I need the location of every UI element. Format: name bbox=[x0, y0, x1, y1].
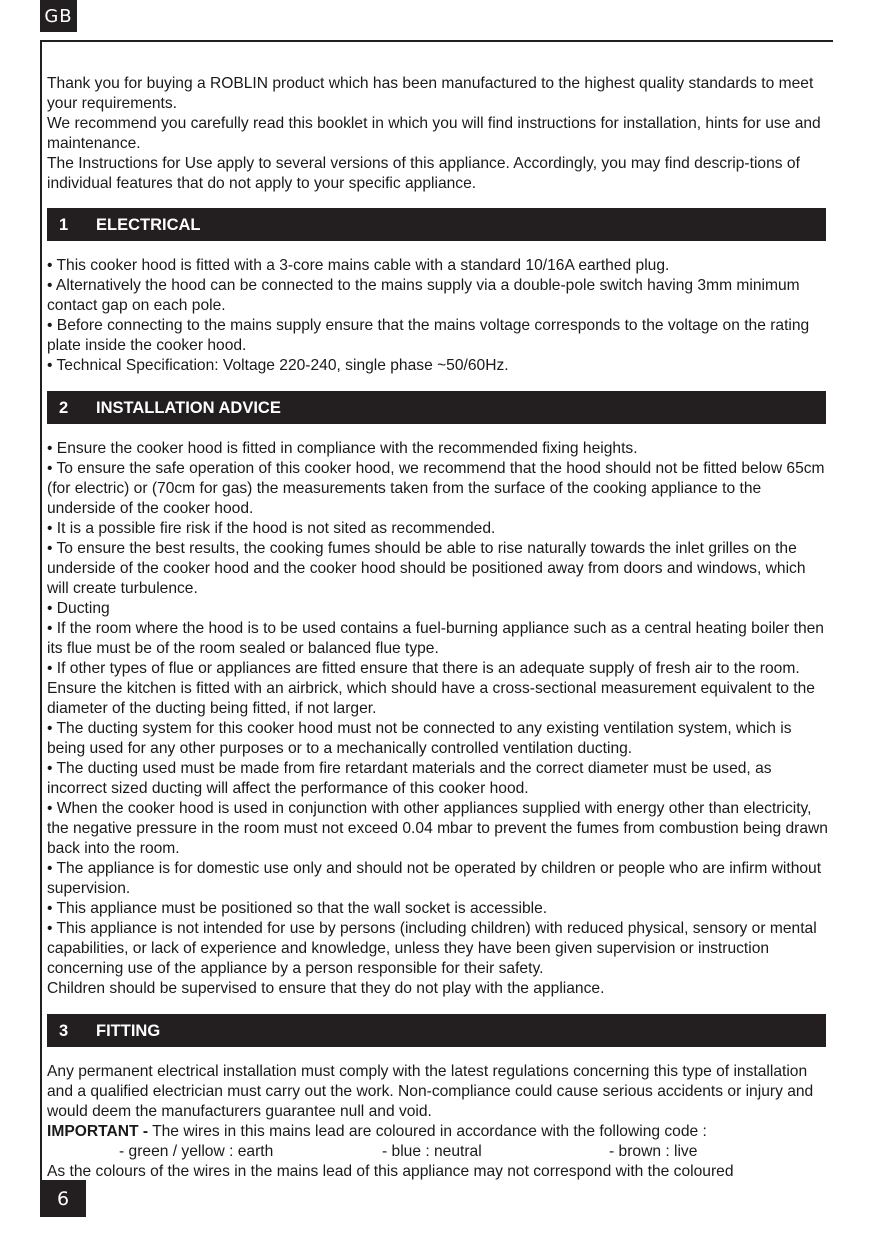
section-header-installation bbox=[47, 391, 826, 424]
list-item: • To ensure the best results, the cooking fumes should be able to rise naturally towards the inlet grilles on the underside of the cooker hood and the cooker hood should be positioned away from doors and windows, which will create turbulence. bbox=[47, 540, 806, 597]
list-item: • The appliance is for domestic use only and should not be operated by children or people who are infirm without supervision. bbox=[47, 860, 822, 897]
section-title: ELECTRICAL bbox=[96, 215, 201, 234]
page-content bbox=[47, 74, 829, 1182]
wire-code-line bbox=[47, 1142, 829, 1162]
list-item: • Before connecting to the mains supply ensure that the mains voltage corresponds to the voltage on the rating plate inside the cooker hood. bbox=[47, 317, 810, 354]
list-item: • The ducting system for this cooker hood must not be connected to any existing ventilation system, which is being used for any other purposes or to a mechanically controlled ventilation ducting. bbox=[47, 720, 792, 757]
section-header-electrical bbox=[47, 208, 826, 241]
list-item: • Ensure the cooker hood is fitted in compliance with the recommended fixing heights. bbox=[47, 440, 638, 457]
list-item: • This appliance must be positioned so that the wall socket is accessible. bbox=[47, 900, 548, 917]
list-item: • It is a possible fire risk if the hood is not sited as recommended. bbox=[47, 520, 496, 537]
list-item: • If the room where the hood is to be used contains a fuel-burning appliance such as a central heating boiler then its flue must be of the room sealed or balanced flue type. bbox=[47, 620, 824, 657]
list-item: • Alternatively the hood can be connected to the mains supply via a double-pole switch having 3mm minimum contact gap on each pole. bbox=[47, 277, 800, 314]
section-number: 2 bbox=[59, 398, 69, 417]
language-tab: GB bbox=[40, 0, 77, 32]
frame-left-rule bbox=[40, 40, 42, 1180]
list-item: • The ducting used must be made from fire retardant materials and the correct diameter must be used, as incorrect sized ducting will affect the performance of this cooker hood. bbox=[47, 760, 772, 797]
list-item: • This appliance is not intended for use by persons (including children) with reduced physical, sensory or mental capabilities, or lack of experience and knowledge, unless they have been given supervision or instruction concerning use of the appliance by a person responsible for their safety. bbox=[47, 920, 817, 977]
intro-block bbox=[47, 74, 829, 194]
electrical-list bbox=[47, 256, 829, 376]
list-item: • If other types of flue or appliances are fitted ensure that there is an adequate supply of fresh air to the room. Ensure the kitchen is fitted with an airbrick, which should have a cross-sectional measurement equivalent to the diameter of the ducting being fitted, if not larger. bbox=[47, 660, 815, 717]
list-item: • Technical Specification: Voltage 220-240, single phase ~50/60Hz. bbox=[47, 357, 509, 374]
intro-paragraph: We recommend you carefully read this booklet in which you will find instructions for installation, hints for use and maintenance. bbox=[47, 115, 821, 152]
section-header-fitting bbox=[47, 1014, 826, 1047]
section-number: 3 bbox=[59, 1021, 69, 1040]
frame-top-rule bbox=[40, 40, 833, 42]
wire-code-live: - brown : live bbox=[609, 1143, 698, 1160]
intro-paragraph: The Instructions for Use apply to several versions of this appliance. Accordingly, you may find descrip-tions of individual features that do not apply to your specific appliance. bbox=[47, 155, 800, 192]
wire-code-neutral: - blue : neutral bbox=[382, 1143, 482, 1160]
section-title: INSTALLATION ADVICE bbox=[96, 398, 281, 417]
wire-code-earth: - green / yellow : earth bbox=[119, 1143, 274, 1160]
list-item: • When the cooker hood is used in conjunction with other appliances supplied with energy other than electricity, the negative pressure in the room must not exceed 0.04 mbar to prevent the fumes from combustion being drawn back into the room. bbox=[47, 800, 828, 857]
important-note bbox=[47, 1122, 829, 1142]
list-item: • To ensure the safe operation of this cooker hood, we recommend that the hood should not be fitted below 65cm (for electric) or (70cm for gas) the measurements taken from the surface of the cooking appliance to the underside of the cooker hood. bbox=[47, 460, 825, 517]
intro-paragraph: Thank you for buying a ROBLIN product which has been manufactured to the highest quality standards to meet your requirements. bbox=[47, 75, 814, 112]
installation-list bbox=[47, 439, 829, 999]
fitting-last-line: As the colours of the wires in the mains lead of this appliance may not correspond with the coloured bbox=[47, 1163, 734, 1180]
fitting-block bbox=[47, 1062, 829, 1182]
fitting-paragraph: Any permanent electrical installation must comply with the latest regulations concerning this type of installation and a qualified electrician must carry out the work. Non-compliance could cause serious accidents or injury and would deem the manufacturers guarantee null and void. bbox=[47, 1063, 814, 1120]
important-text: The wires in this mains lead are coloured in accordance with the following code : bbox=[148, 1123, 707, 1140]
section-number: 1 bbox=[59, 215, 69, 234]
list-item: Children should be supervised to ensure that they do not play with the appliance. bbox=[47, 980, 605, 997]
list-item: • Ducting bbox=[47, 600, 110, 617]
list-item: • This cooker hood is fitted with a 3-core mains cable with a standard 10/16A earthed plug. bbox=[47, 257, 670, 274]
page-number: 6 bbox=[40, 1180, 86, 1217]
section-title: FITTING bbox=[96, 1021, 161, 1040]
important-label: IMPORTANT - bbox=[47, 1123, 149, 1140]
